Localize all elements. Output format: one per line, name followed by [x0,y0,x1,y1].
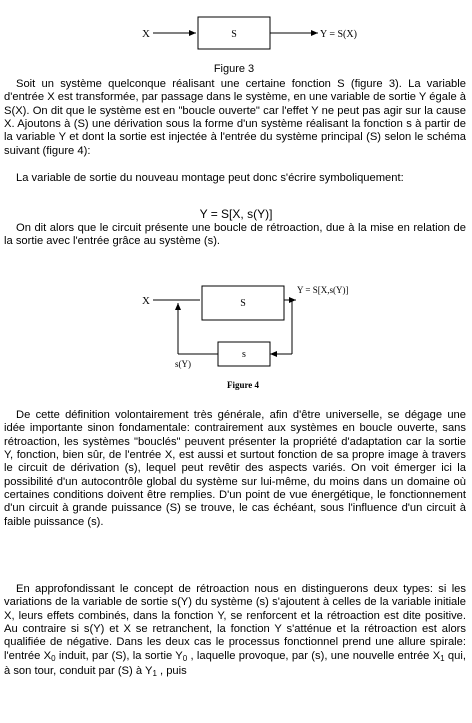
para5-text-c: , laquelle provoque, par (s), une nouvelle entrée X [187,649,441,662]
para5-sub-d: 1 [152,669,157,679]
fig3-output-label: Y = S(X) [320,29,357,40]
fig4-main-block-label: S [240,298,246,309]
para5-text-d: qui, à son tour, conduit par (S) à Y [4,649,466,678]
paragraph-4: De cette définition volontairement très générale, afin d'être universelle, se dégage une idée importante sinon fondamentale: contrairement aux systèmes en boucle ouverte, sans rétroaction, les systèmes "bouclés" peuvent présenter la propriété d'adaptation car la sortie Y, fonction, bien sûr, de l'entrée X, est aussi et surtout fonction de sa propre image à travers le circuit de dérivation (s), lequel peut revêtir des aspects variés. On voit émerger ici la possibilité d'un autocontrôle global du système sur lui-même, du moins dans un domaine où certaines conditions doivent être remplies. D'un point de vue énergétique, le fonctionnement d'un circuit à grande puissance (S) se trouve, le cas échéant, sous l'influence d'un circuit à faible puissance (s). [4,409,466,528]
paragraph-3: On dit alors que le circuit présente une boucle de rétroaction, due à la mise en relation de la sortie avec l'entrée grâce au système (s). [4,222,466,248]
fig3-input-label: X [142,28,150,40]
fig4-feedback-label: s(Y) [175,359,191,369]
fig4-caption: Figure 4 [226,380,260,390]
para5-sub-c: 1 [440,653,445,663]
figure-3-diagram [0,0,472,80]
para5-text-a: En approfondissant le concept de rétroaction nous en distinguerons deux types: si les variations de la variable de sortie s(Y) du système (s) s'ajoutent à celles de la variable initiale X, leurs effets combinés, dans la fonction Y, se renforcent et la rétroaction est dite positive. Au contraire si s(Y) et X se retranchent, la fonction Y s'atténue et la rétroaction est alors qualifiée de négative. Dans les deux cas le processus fonctionnel prend une allure spirale: l'entrée X [4,583,466,662]
para5-text-b: induit, par (S), la sortie Y [55,649,183,662]
fig3-block-label: S [231,29,237,40]
paragraph-1: Soit un système quelconque réalisant une certaine fonction S (figure 3). La variable d'entrée X est transformée, par passage dans le système, en une variable de sortie Y égale à S(X). On dit que le système est en "boucle ouverte" car l'effet Y ne peut pas agir sur la cause X. Ajoutons à (S) une dérivation sous la forme d'un système réalisant la fonction s à partir de la variable Y et dont la sortie est injectée à l'entrée du système principal (S) selon le schéma suivant (figure 4): [4,78,466,157]
fig3-caption: Figure 3 [213,63,255,75]
fig4-input-label: X [142,295,150,307]
equation: Y = S[X, s(Y)] [199,207,273,221]
paragraph-5 [4,583,466,680]
figure-4-diagram [0,282,472,402]
paragraph-2: La variable de sortie du nouveau montage peut donc s'écrire symboliquement: [16,172,404,184]
fig4-feedback-block-label: s [242,349,246,360]
para5-text-e: , puis [156,665,187,678]
para5-sub-a: 0 [51,653,56,663]
para5-sub-b: 0 [182,653,188,663]
fig4-output-label: Y = S[X,s(Y)] [297,285,349,295]
